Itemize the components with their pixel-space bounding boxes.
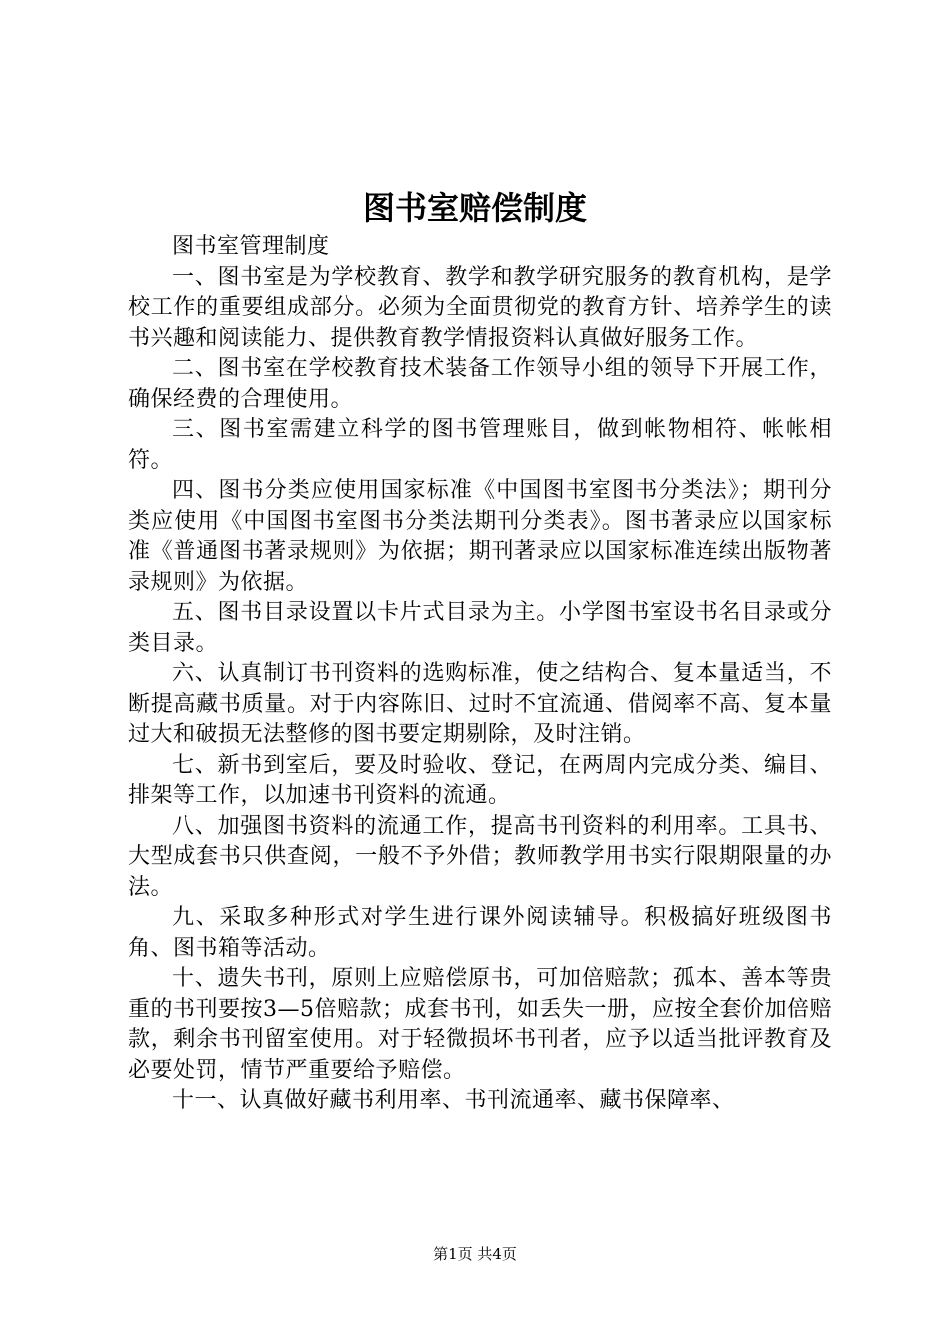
document-title: 图书室赔偿制度 <box>362 189 587 227</box>
paragraph-rule-9: 九、采取多种形式对学生进行课外阅读辅导。积极搞好班级图书角、图书箱等活动。 <box>128 905 832 961</box>
paragraph-rule-11: 十一、认真做好藏书利用率、书刊流通率、藏书保障率、 <box>172 1088 735 1113</box>
paragraph-rule-2: 二、图书室在学校教育技术装备工作领导小组的领导下开展工作，确保经费的合理使用。 <box>128 356 832 412</box>
paragraph-rule-7: 七、新书到室后，要及时验收、登记，在两周内完成分类、编目、排架等工作，以加速书刊资料的流通。 <box>128 752 832 808</box>
paragraph-rule-1: 一、图书室是为学校教育、教学和教学研究服务的教育机构，是学校工作的重要组成部分。必须为全面贯彻党的教育方针、培养学生的读书兴趣和阅读能力、提供教育教学情报资料认真做好服务工作。 <box>128 264 832 351</box>
paragraph-rule-6: 六、认真制订书刊资料的选购标准，使之结构合、复本量适当，不断提高藏书质量。对于内容陈旧、过时不宜流通、借阅率不高、复本量过大和破损无法整修的图书要定期剔除，及时注销。 <box>128 661 832 747</box>
paragraph-rule-10: 十、遗失书刊，原则上应赔偿原书，可加倍赔款；孤本、善本等贵重的书刊要按3—5倍赔款；成套书刊，如丢失一册，应按全套价加倍赔款，剩余书刊留室使用。对于轻微损坏书刊者，应予以适当批评教育及必要处罚，情节严重要给予赔偿。 <box>128 966 832 1083</box>
paragraph-rule-3: 三、图书室需建立科学的图书管理账目，做到帐物相符、帐帐相符。 <box>128 417 832 473</box>
paragraph-rule-4: 四、图书分类应使用国家标准《中国图书室图书分类法》；期刊分类应使用《中国图书室图书分类法期刊分类表》。图书著录应以国家标准《普通图书著录规则》为依据；期刊著录应以国家标准连续出版物著录规则》为依据。 <box>128 478 832 595</box>
paragraph-rule-8: 八、加强图书资料的流通工作，提高书刊资料的利用率。工具书、大型成套书只供查阅，一般不予外借；教师教学用书实行限期限量的办法。 <box>128 813 832 900</box>
page-footer: 第1页 共4页 <box>433 1245 517 1263</box>
paragraph-heading: 图书室管理制度 <box>172 234 330 259</box>
paragraph-rule-5: 五、图书目录设置以卡片式目录为主。小学图书室设书名目录或分类目录。 <box>128 600 832 656</box>
document-body <box>128 232 832 1117</box>
